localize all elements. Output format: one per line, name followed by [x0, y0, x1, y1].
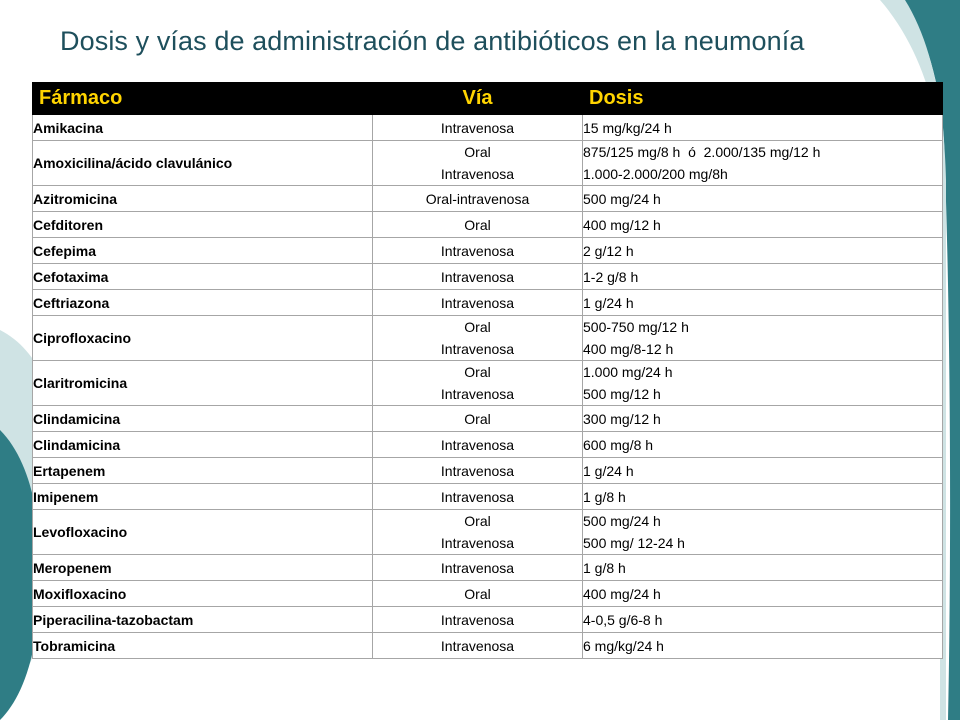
dose-cell [583, 290, 943, 316]
route-line: Oral [464, 144, 491, 160]
drug-name-cell: Amikacina [33, 115, 373, 141]
route-cell [373, 581, 583, 607]
drug-name-cell: Clindamicina [33, 406, 373, 432]
table-row [33, 212, 943, 238]
route-cell [373, 212, 583, 238]
table-row [33, 607, 943, 633]
dose-line: 4-0,5 g/6-8 h [583, 611, 663, 628]
dose-cell [583, 607, 943, 633]
dose-line: 875/125 mg/8 h ó 2.000/135 mg/12 h [583, 144, 821, 160]
dose-line: 400 mg/12 h [583, 216, 661, 233]
drug-name-cell: Azitromicina [33, 186, 373, 212]
route-cell [373, 607, 583, 633]
route-line: Intravenosa [440, 166, 515, 182]
table-row [33, 264, 943, 290]
dose-cell [583, 141, 943, 186]
route-cell [373, 555, 583, 581]
drug-name-cell: Cefditoren [33, 212, 373, 238]
route-line: Oral [464, 216, 491, 233]
drug-name-cell: Amoxicilina/ácido clavulánico [33, 141, 373, 186]
drug-name-cell: Moxifloxacino [33, 581, 373, 607]
drug-name-cell: Claritromicina [33, 361, 373, 406]
dose-line: 500 mg/24 h [583, 190, 661, 207]
route-line: Oral [464, 410, 491, 427]
route-cell [373, 633, 583, 659]
dose-line: 2 g/12 h [583, 242, 634, 259]
route-line: Oral [464, 513, 491, 529]
dose-cell [583, 581, 943, 607]
route-line: Intravenosa [440, 462, 515, 479]
route-line: Intravenosa [440, 341, 515, 357]
drug-name-cell: Ciprofloxacino [33, 316, 373, 361]
table-row [33, 238, 943, 264]
dose-cell [583, 361, 943, 406]
route-line: Intravenosa [440, 386, 515, 402]
dose-cell [583, 212, 943, 238]
route-line: Intravenosa [440, 611, 515, 628]
dose-cell [583, 432, 943, 458]
table-header-row [33, 83, 943, 115]
route-cell [373, 484, 583, 510]
route-cell [373, 238, 583, 264]
header-via: Vía [373, 83, 583, 115]
table-row [33, 406, 943, 432]
dose-line: 1-2 g/8 h [583, 268, 639, 285]
antibiotic-dosage-table [32, 82, 943, 659]
route-line: Oral [464, 364, 491, 380]
dose-line: 1 g/8 h [583, 559, 626, 576]
route-cell [373, 432, 583, 458]
route-cell [373, 290, 583, 316]
dose-cell [583, 555, 943, 581]
table-body [33, 115, 943, 659]
drug-name-cell: Levofloxacino [33, 510, 373, 555]
table-row [33, 316, 943, 361]
table-row [33, 633, 943, 659]
route-line: Intravenosa [440, 119, 515, 136]
table-row [33, 555, 943, 581]
route-line: Intravenosa [440, 242, 515, 259]
drug-name-cell: Tobramicina [33, 633, 373, 659]
table-row [33, 458, 943, 484]
drug-name-cell: Cefepima [33, 238, 373, 264]
route-cell [373, 361, 583, 406]
dose-line: 500-750 mg/12 h [583, 319, 689, 335]
route-cell [373, 141, 583, 186]
table-row [33, 290, 943, 316]
header-farmaco: Fármaco [33, 83, 373, 115]
route-cell [373, 510, 583, 555]
dose-line: 500 mg/ 12-24 h [583, 535, 685, 551]
dose-cell [583, 633, 943, 659]
route-line: Oral [464, 585, 491, 602]
dose-line: 400 mg/8-12 h [583, 341, 674, 357]
dose-cell [583, 510, 943, 555]
dose-cell [583, 115, 943, 141]
table-row [33, 581, 943, 607]
table-row [33, 141, 943, 186]
drug-name-cell: Meropenem [33, 555, 373, 581]
route-line: Oral-intravenosa [425, 190, 530, 207]
route-cell [373, 406, 583, 432]
dose-cell [583, 484, 943, 510]
drug-name-cell: Piperacilina-tazobactam [33, 607, 373, 633]
dose-cell [583, 186, 943, 212]
dose-line: 1 g/8 h [583, 488, 626, 505]
route-cell [373, 458, 583, 484]
dose-cell [583, 458, 943, 484]
drug-name-cell: Cefotaxima [33, 264, 373, 290]
route-cell [373, 115, 583, 141]
dose-line: 500 mg/24 h [583, 513, 661, 529]
table-row [33, 186, 943, 212]
route-cell [373, 186, 583, 212]
drug-name-cell: Imipenem [33, 484, 373, 510]
header-dosis: Dosis [583, 83, 943, 115]
route-line: Intravenosa [440, 488, 515, 505]
table-row [33, 115, 943, 141]
dose-line: 500 mg/12 h [583, 386, 661, 402]
dose-line: 1.000-2.000/200 mg/8h [583, 166, 728, 182]
dose-cell [583, 316, 943, 361]
page-title: Dosis y vías de administración de antibióticos en la neumonía [60, 26, 805, 56]
table-row [33, 361, 943, 406]
dose-cell [583, 264, 943, 290]
drug-name-cell: Ceftriazona [33, 290, 373, 316]
table-row [33, 484, 943, 510]
route-line: Intravenosa [440, 436, 515, 453]
route-line: Intravenosa [440, 637, 515, 654]
dose-line: 6 mg/kg/24 h [583, 637, 664, 654]
route-cell [373, 316, 583, 361]
route-line: Intravenosa [440, 559, 515, 576]
route-line: Intravenosa [440, 294, 515, 311]
route-cell [373, 264, 583, 290]
route-line: Intravenosa [440, 535, 515, 551]
route-line: Intravenosa [440, 268, 515, 285]
table-row [33, 432, 943, 458]
drug-name-cell: Clindamicina [33, 432, 373, 458]
dose-line: 300 mg/12 h [583, 410, 661, 427]
dose-line: 1.000 mg/24 h [583, 364, 673, 380]
drug-name-cell: Ertapenem [33, 458, 373, 484]
table-row [33, 510, 943, 555]
dose-cell [583, 238, 943, 264]
dose-line: 1 g/24 h [583, 294, 634, 311]
dose-line: 600 mg/8 h [583, 436, 654, 453]
dose-cell [583, 406, 943, 432]
route-line: Oral [464, 319, 491, 335]
dose-line: 400 mg/24 h [583, 585, 661, 602]
dose-line: 15 mg/kg/24 h [583, 119, 672, 136]
dose-line: 1 g/24 h [583, 462, 634, 479]
